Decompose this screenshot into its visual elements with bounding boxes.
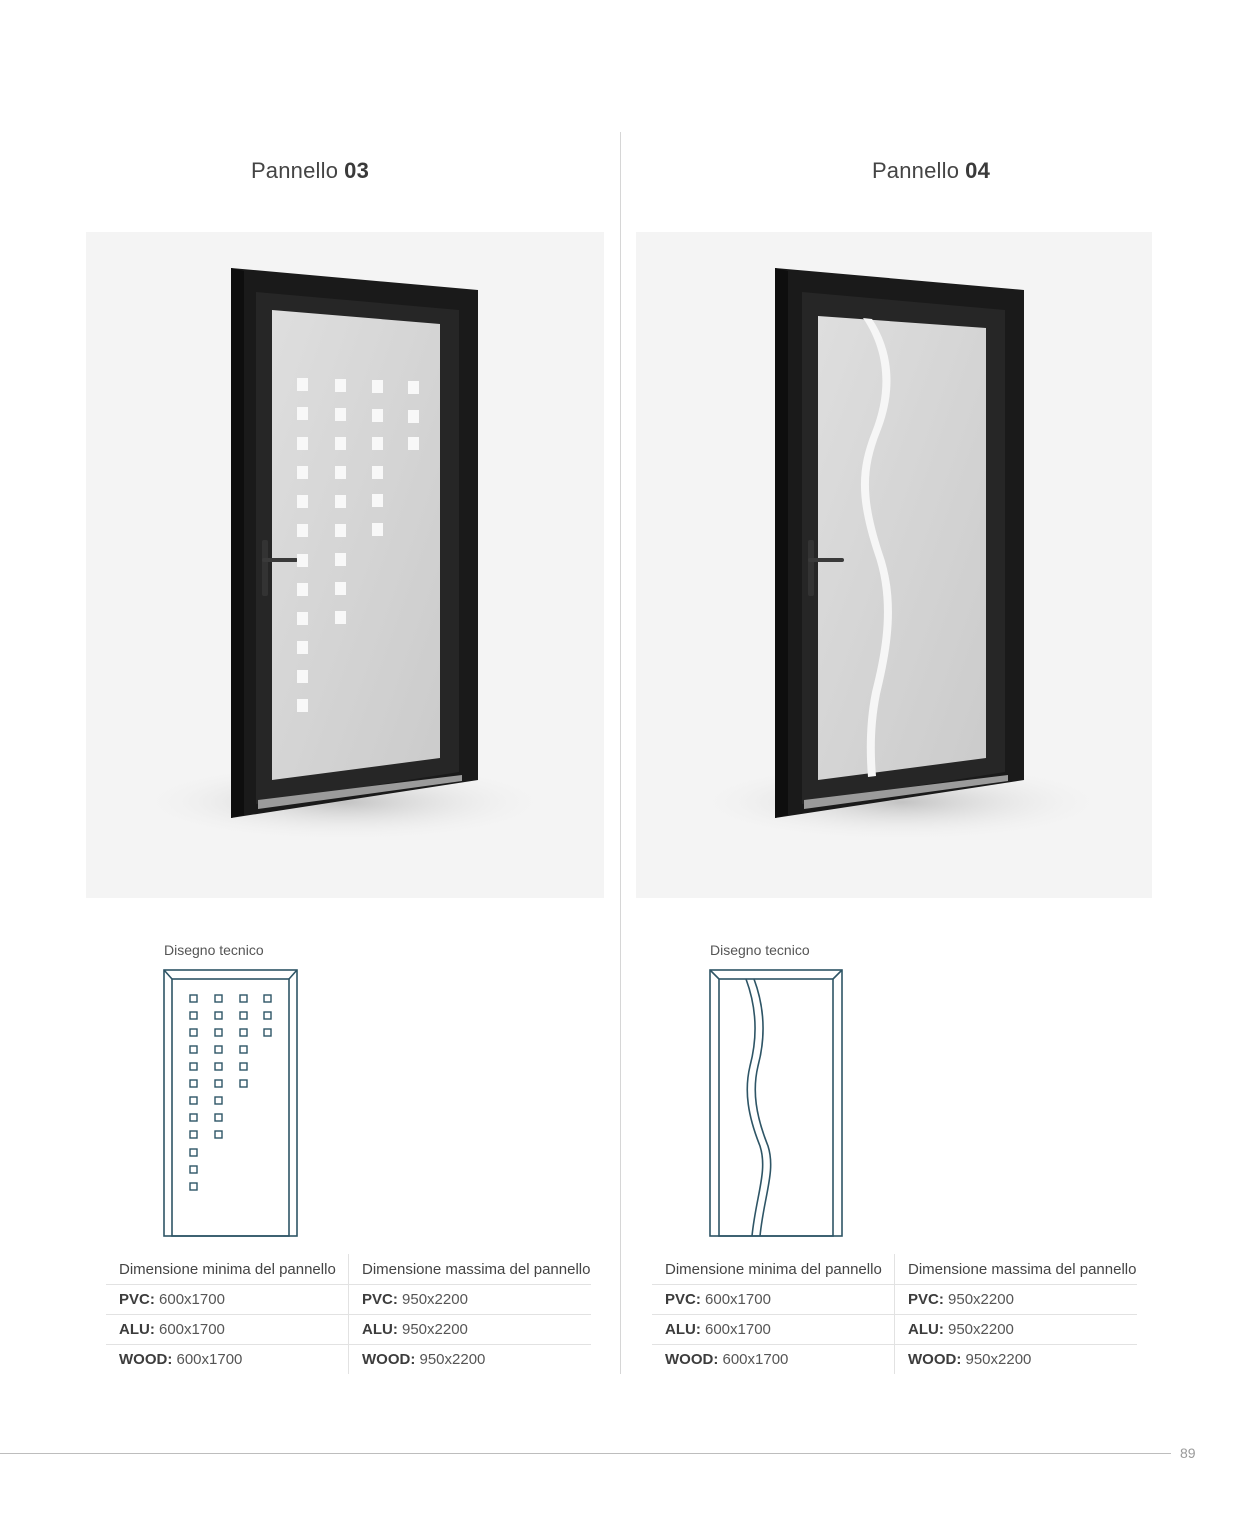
dimension-value: 950x2200 xyxy=(943,1321,1014,1338)
table-header-row xyxy=(106,1254,591,1285)
table-row xyxy=(106,1315,591,1345)
material-label: WOOD: xyxy=(362,1351,416,1368)
dimension-value: 950x2200 xyxy=(397,1291,468,1308)
panel-title-number: 03 xyxy=(344,158,370,183)
dimensions-table xyxy=(652,1254,1137,1374)
material-label: ALU: xyxy=(665,1321,701,1338)
panel-title xyxy=(621,158,1241,184)
min-cell xyxy=(652,1315,895,1345)
min-cell xyxy=(106,1345,349,1375)
dimension-value: 600x1700 xyxy=(718,1351,789,1368)
max-cell xyxy=(895,1285,1138,1315)
door-photo-square-pattern-icon xyxy=(86,232,604,898)
technical-drawing-squares-icon xyxy=(162,966,302,1240)
table-row xyxy=(652,1315,1137,1345)
dimension-value: 600x1700 xyxy=(700,1291,771,1308)
material-label: WOOD: xyxy=(908,1351,962,1368)
technical-drawing-wave-icon xyxy=(708,966,848,1240)
max-dimension-header: Dimensione massima del pannello xyxy=(349,1254,592,1285)
panel-04 xyxy=(621,0,1241,1400)
dimension-value: 950x2200 xyxy=(961,1351,1032,1368)
dimensions-table xyxy=(106,1254,591,1374)
footer-rule xyxy=(0,1453,1171,1454)
door-photo-wave-pattern-icon xyxy=(636,232,1152,898)
material-label: WOOD: xyxy=(665,1351,719,1368)
panel-title-prefix: Pannello xyxy=(871,158,960,183)
min-cell xyxy=(106,1285,349,1315)
table-row xyxy=(652,1345,1137,1375)
panel-title xyxy=(0,158,620,184)
max-cell xyxy=(349,1315,592,1345)
dimension-value: 950x2200 xyxy=(943,1291,1014,1308)
tech-drawing-label: Disegno tecnico xyxy=(164,942,264,958)
panel-03 xyxy=(0,0,620,1400)
table-row xyxy=(652,1285,1137,1315)
max-dimension-header: Dimensione massima del pannello xyxy=(895,1254,1138,1285)
material-label: PVC: xyxy=(908,1291,944,1308)
material-label: ALU: xyxy=(119,1321,155,1338)
table-header-row xyxy=(652,1254,1137,1285)
door-photo xyxy=(86,232,604,898)
min-cell xyxy=(652,1345,895,1375)
dimension-value: 600x1700 xyxy=(154,1291,225,1308)
panel-title-prefix: Pannello xyxy=(250,158,339,183)
material-label: PVC: xyxy=(119,1291,155,1308)
dimension-value: 600x1700 xyxy=(700,1321,771,1338)
max-cell xyxy=(895,1345,1138,1375)
material-label: ALU: xyxy=(908,1321,944,1338)
min-dimension-header: Dimensione minima del pannello xyxy=(106,1254,349,1285)
table-row xyxy=(106,1285,591,1315)
table-row xyxy=(106,1345,591,1375)
min-cell xyxy=(106,1315,349,1345)
door-photo xyxy=(636,232,1152,898)
panel-title-number: 04 xyxy=(965,158,991,183)
dimension-value: 950x2200 xyxy=(397,1321,468,1338)
material-label: WOOD: xyxy=(119,1351,173,1368)
max-cell xyxy=(349,1285,592,1315)
material-label: PVC: xyxy=(362,1291,398,1308)
tech-drawing-label: Disegno tecnico xyxy=(710,942,810,958)
tech-drawing xyxy=(708,966,848,1245)
material-label: ALU: xyxy=(362,1321,398,1338)
material-label: PVC: xyxy=(665,1291,701,1308)
max-cell xyxy=(895,1315,1138,1345)
dimension-value: 600x1700 xyxy=(154,1321,225,1338)
dimension-value: 950x2200 xyxy=(415,1351,486,1368)
tech-drawing xyxy=(162,966,302,1245)
min-cell xyxy=(652,1285,895,1315)
dimension-value: 600x1700 xyxy=(172,1351,243,1368)
max-cell xyxy=(349,1345,592,1375)
min-dimension-header: Dimensione minima del pannello xyxy=(652,1254,895,1285)
page-number: 89 xyxy=(1180,1445,1196,1461)
